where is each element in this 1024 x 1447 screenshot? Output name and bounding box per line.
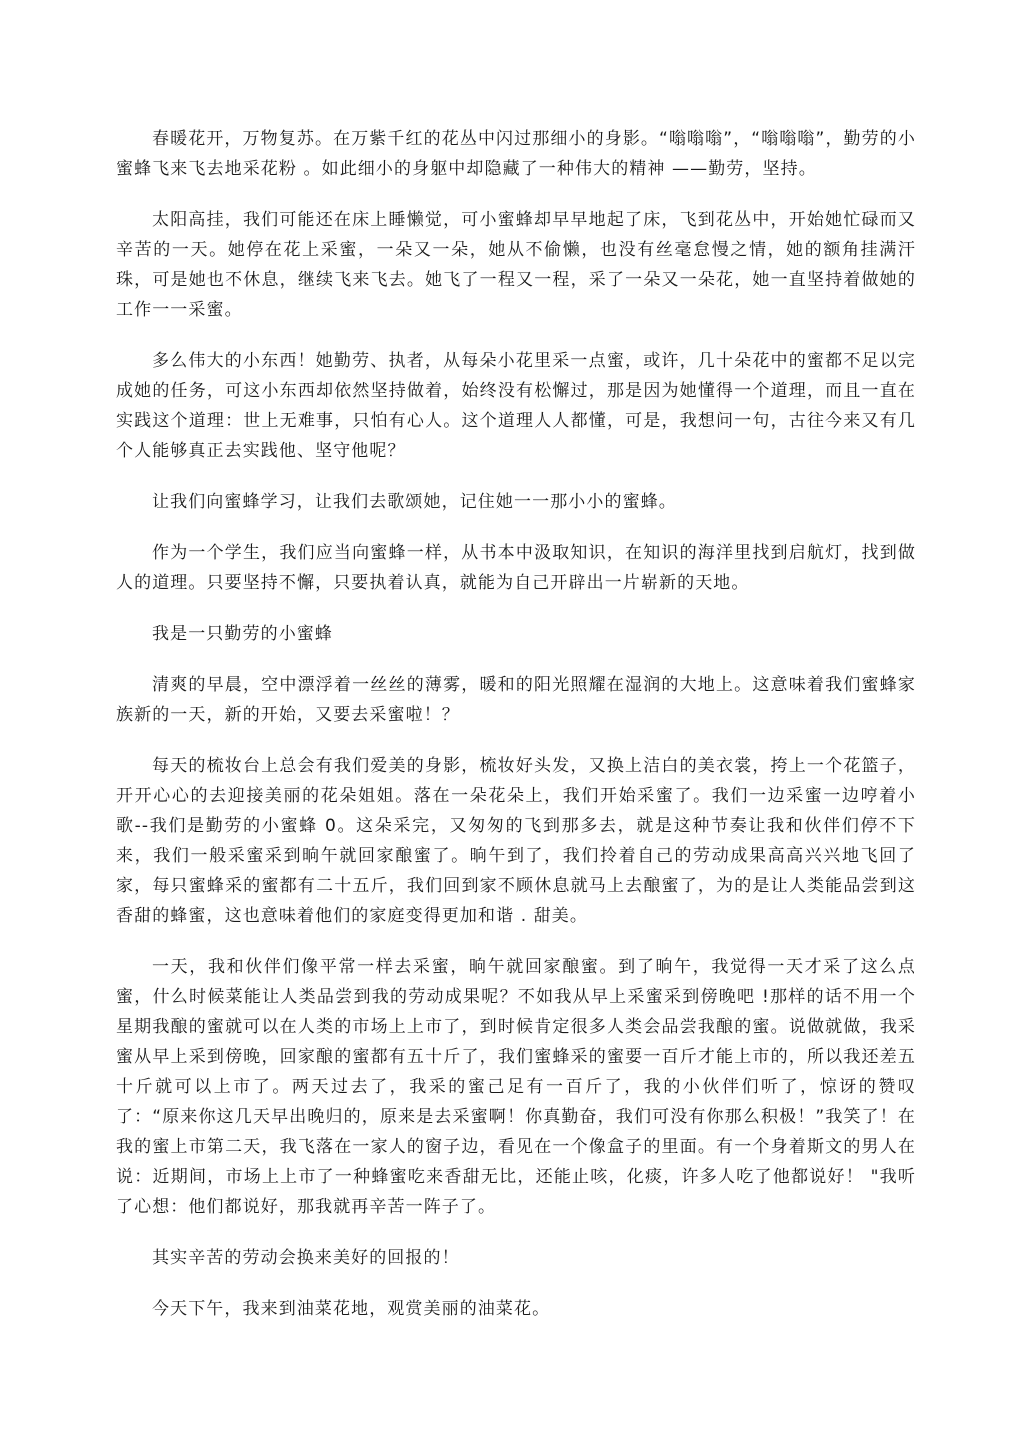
- section-title: 我是一只勤劳的小蜜蜂: [152, 624, 333, 644]
- paragraph-3: 多么伟大的小东西！她勤劳、执者，从每朵小花里采一点蜜，或许，几十朵花中的蜜都不足以完成她的任务，可这小东西却依然坚持做着，始终没有松懈过，那是因为她懂得一个道理，而且一直在实践这个道理：世上无难事，只怕有心人。这个道理人人都懂，可是，我想问一句，古往今来又有几个人能够真正去实践他、坚守他呢？: [116, 351, 916, 461]
- paragraph-5: 作为一个学生，我们应当向蜜蜂一样，从书本中汲取知识，在知识的海洋里找到启航灯，找到做人的道理。只要坚持不懈，只要执着认真，就能为自己开辟出一片崭新的天地。: [116, 543, 916, 593]
- paragraph-2: 太阳高挂，我们可能还在床上睡懒觉，可小蜜蜂却早早地起了床，飞到花丛中，开始她忙碌而又辛苦的一天。她停在花上采蜜，一朵又一朵，她从不偷懒，也没有丝毫怠慢之情，她的额角挂满汗珠，可是她也不休息，继续飞来飞去。她飞了一程又一程，采了一朵又一朵花，她一直坚持着做她的工作一一采蜜。: [116, 210, 916, 320]
- paragraph-7: 每天的梳妆台上总会有我们爱美的身影，梳妆好头发，又换上洁白的美衣裳，挎上一个花篮子，开开心心的去迎接美丽的花朵姐姐。落在一朵花朵上，我们开始采蜜了。我们一边采蜜一边哼着小歌--我们是勤劳的小蜜蜂 0。这朵采完，又匆匆的飞到那多去，就是这种节奏让我和伙伴们停不下来，我们一般采蜜采到晌午就回家酿蜜了。晌午到了，我们拎着自己的劳动成果高高兴兴地飞回了家，每只蜜蜂采的蜜都有二十五斤，我们回到家不顾休息就马上去酿蜜了，为的是让人类能品尝到这香甜的蜂蜜，这也意味着他们的家庭变得更加和谐 . 甜美。: [116, 756, 916, 926]
- paragraph-9: 其实辛苦的劳动会换来美好的回报的！: [152, 1248, 460, 1268]
- paragraph-10: 今天下午，我来到油菜花地，观赏美丽的油菜花。: [152, 1299, 551, 1319]
- document-body: [116, 124, 916, 1345]
- paragraph-6: 清爽的早晨，空中漂浮着一丝丝的薄雾，暖和的阳光照耀在湿润的大地上。这意味着我们蜜蜂家族新的一天，新的开始，又要去采蜜啦！？: [116, 675, 916, 725]
- paragraph-8: 一天，我和伙伴们像平常一样去采蜜，晌午就回家酿蜜。到了晌午，我觉得一天才采了这么点蜜，什么时候菜能让人类品尝到我的劳动成果呢？不如我从早上采蜜采到傍晚吧 !那样的话不用一个星期我酿的蜜就可以在人类的市场上上市了，到时候肯定很多人类会品尝我酿的蜜。说做就做，我采蜜从早上采到傍晚，回家酿的蜜都有五十斤了，我们蜜蜂采的蜜要一百斤才能上市的，所以我还差五十斤就可以上市了。两天过去了，我采的蜜己足有一百斤了，我的小伙伴们听了，惊讶的赞叹了：“原来你这几天早出晚归的，原来是去采蜜啊！你真勤奋，我们可没有你那么积极！”我笑了！在我的蜜上市第二天，我飞落在一家人的窗子边，看见在一个像盒子的里面。有一个身着斯文的男人在说：近期间，市场上上市了一种蜂蜜吃来香甜无比，还能止咳，化痰，许多人吃了他都说好！ "我听了心想：他们都说好，那我就再辛苦一阵子了。: [116, 957, 916, 1217]
- paragraph-4: 让我们向蜜蜂学习，让我们去歌颂她，记住她一一那小小的蜜蜂。: [152, 492, 677, 512]
- paragraph-1: 春暖花开，万物复苏。在万紫千红的花丛中闪过那细小的身影。“嗡嗡嗡”，“嗡嗡嗡”，勤劳的小蜜蜂飞来飞去地采花粉 。如此细小的身躯中却隐藏了一种伟大的精神 ——勤劳，坚持。: [116, 129, 916, 179]
